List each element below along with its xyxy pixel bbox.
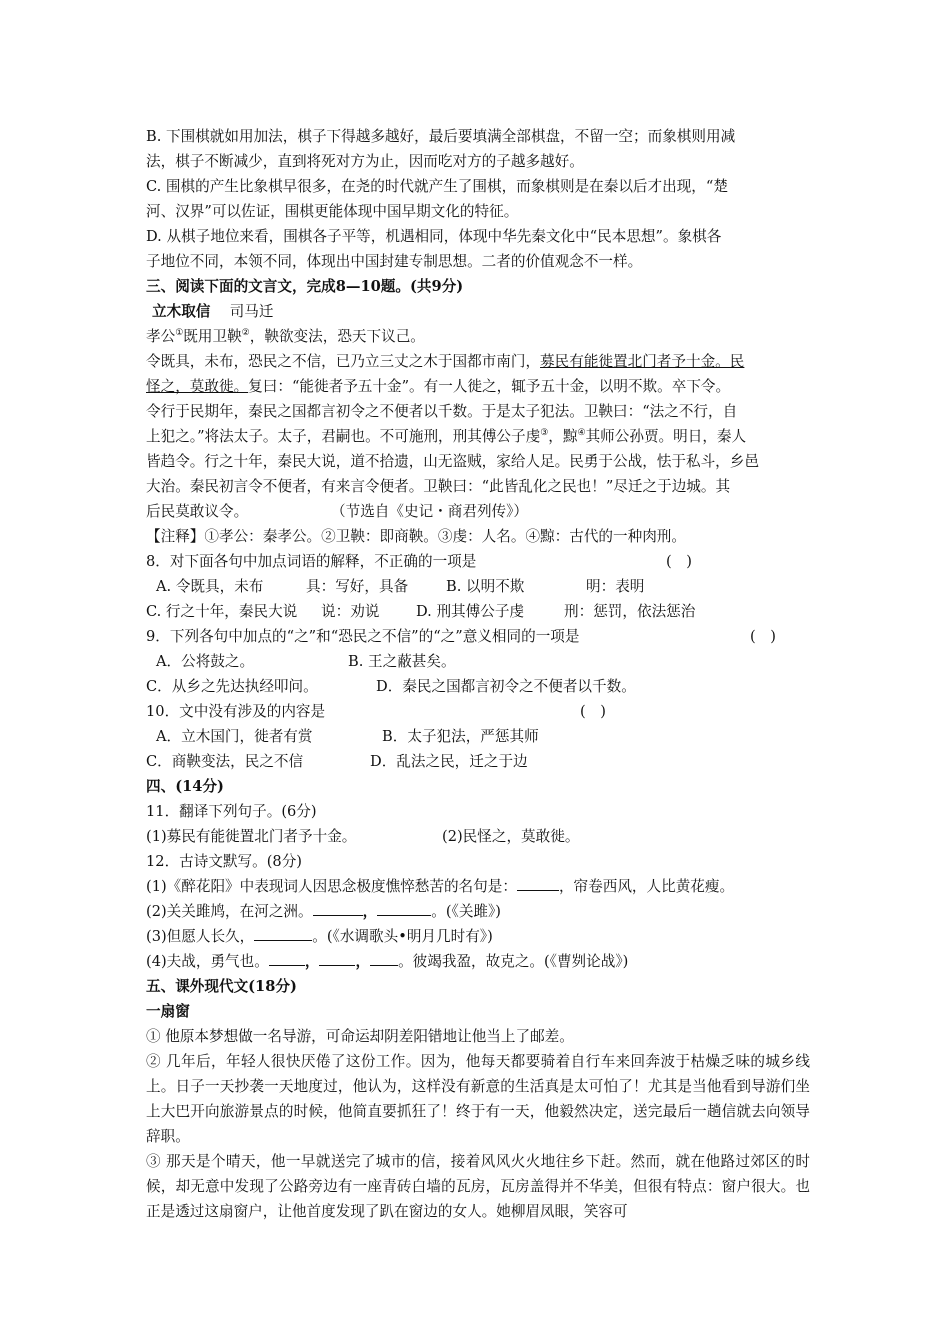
q8-options-ab — [146, 574, 810, 599]
answer-blank[interactable] — [377, 901, 431, 916]
passage-text: ，黥 — [548, 428, 578, 445]
q9-options-ab — [146, 649, 810, 674]
note-ref-3: ③ — [540, 428, 549, 439]
item-text: 。(《水调歌头•明月几时有》) — [312, 928, 493, 945]
separator: ， — [304, 953, 320, 970]
sentence-2: (2)民怪之，莫敢徙。 — [442, 828, 580, 845]
option-a-def: 具：写好，具备 — [306, 578, 409, 595]
q10-options-cd — [146, 749, 810, 774]
item-text: ，帘卷西风，人比黄花瘦。 — [558, 878, 735, 895]
item-text: (3)但愿人长久， — [146, 928, 255, 945]
essay-paragraph-1: ① 他原本梦想做一名导游，可命运却阴差阳错地让他当上了邮差。 — [146, 1028, 574, 1045]
passage-line-8 — [146, 499, 810, 524]
passage-text: 后民莫敢议令。 — [146, 503, 249, 520]
answer-paren: ( ) — [750, 628, 776, 645]
essay-paragraph-2: ② 几年后，年轻人很快厌倦了这份工作。因为，他每天都要骑着自行车来回奔波于枯燥乏味的城乡线上。日子一天抄袭一天地度过，他认为，这样没有新意的生活真是太可怕了！尤其是当他看到导游们坐上大巴开向旅游景点的时候，他简直要抓狂了！终于有一天，他毅然决定，送完最后一趟信就去向领导辞职。 — [146, 1053, 810, 1145]
passage-line-3 — [146, 374, 810, 399]
answer-blank[interactable] — [313, 901, 363, 916]
q7-option-d-line2: 子地位不同，本领不同，体现出中国封建专制思想。二者的价值观念不一样。 — [146, 253, 643, 270]
q7-option-b-line1: B. 下围棋就如用加法，棋子下得越多越好，最后要填满全部棋盘，不留一空；而象棋则用减 — [146, 128, 736, 145]
q12-item-1 — [146, 874, 810, 899]
answer-blank[interactable] — [319, 951, 355, 966]
passage-line-1 — [146, 324, 810, 349]
q7-option-c-line1: C. 围棋的产生比象棋早很多，在尧的时代就产生了围棋，而象棋则是在秦以后才出现，“楚 — [146, 178, 728, 195]
option-b-def: 明：表明 — [586, 578, 645, 595]
q12-item-3 — [146, 924, 810, 949]
answer-paren: ( ) — [666, 553, 692, 570]
q11-stem: 11．翻译下列句子。(6分) — [146, 803, 317, 820]
note-ref-2: ② — [241, 328, 250, 339]
option-d: D．秦民之国都言初令之不便者以千数。 — [376, 678, 636, 695]
essay-title: 一扇窗 — [146, 1003, 190, 1020]
answer-paren: ( ) — [580, 703, 606, 720]
passage-text: 复曰：“能徙者予五十金”。有一人徙之，辄予五十金，以明不欺。卒下令。 — [248, 378, 731, 395]
document-page — [146, 124, 810, 1224]
q12-item-2 — [146, 899, 810, 924]
passage-line-5 — [146, 424, 810, 449]
passage-line-7: 大治。秦民初言令不便者，有来言令便者。卫鞅曰：“此皆乱化之民也！”尽迁之于边城。其 — [146, 478, 731, 495]
q12-stem: 12．古诗文默写。(8分) — [146, 853, 302, 870]
q9-options-cd — [146, 674, 810, 699]
q11-sentences — [146, 824, 810, 849]
option-c-def: 说：劝说 — [321, 603, 380, 620]
answer-blank[interactable] — [370, 951, 398, 966]
passage-text: 孝公 — [146, 328, 176, 345]
passage-line-6: 皆趋令。行之十年，秦民大说，道不拾遗，山无盗贼，家给人足。民勇于公战，怯于私斗，乡邑 — [146, 453, 759, 470]
answer-blank[interactable] — [254, 926, 312, 941]
question-text: 8．对下面各句中加点词语的解释，不正确的一项是 — [146, 553, 477, 570]
q7-option-c-line2: 河、汉界”可以佐证，围棋更能体现中国早期文化的特征。 — [146, 203, 519, 220]
sentence-1: (1)募民有能徙置北门者予十金。 — [146, 828, 357, 845]
passage-title: 立木取信 — [152, 303, 211, 320]
q9-stem — [146, 624, 810, 649]
option-c: C. 行之十年，秦民大说 — [146, 603, 298, 620]
option-b: B. 以明不欺 — [446, 578, 525, 595]
item-text: (1)《醉花阳》中表现词人因思念极度憔悴愁苦的名句是： — [146, 878, 517, 895]
option-a: A．立木国门，徙者有赏 — [156, 728, 313, 745]
q7-option-b-line2: 法，棋子不断减少，直到将死对方为止，因而吃对方的子越多越好。 — [146, 153, 584, 170]
option-a: A. 令既具，未布 — [156, 578, 264, 595]
option-b: B. 王之蔽甚矣。 — [348, 653, 456, 670]
q7-option-d-line1: D. 从棋子地位来看，围棋各子平等，机遇相同，体现中华先秦文化中“民本思想”。象棋各 — [146, 228, 722, 245]
essay-paragraph-3: ③ 那天是个晴天，他一早就送完了城市的信，接着风风火火地往乡下赶。然而，就在他路过郊区的时候，却无意中发现了公路旁边有一座青砖白墙的瓦房，瓦房盖得并不华美，但很有特点：窗户很大。也正是透过这扇窗户，让他首度发现了趴在窗边的女人。她柳眉凤眼，笑容可 — [146, 1153, 810, 1220]
item-text: 。彼竭我盈，故克之。(《曹刿论战》) — [398, 953, 629, 970]
answer-blank[interactable] — [269, 951, 305, 966]
passage-notes: 【注释】①孝公：秦孝公。②卫鞅：即商鞅。③虔：人名。④黥：古代的一种肉刑。 — [146, 528, 686, 545]
note-ref-4: ④ — [577, 428, 586, 439]
section-5-heading: 五、课外现代文(18分) — [146, 978, 297, 995]
section-4-heading: 四、(14分) — [146, 778, 224, 795]
item-text: (4)夫战，勇气也。 — [146, 953, 269, 970]
passage-line-2 — [146, 349, 810, 374]
separator: ， — [355, 953, 371, 970]
q12-item-4 — [146, 949, 810, 974]
option-c: C．从乡之先达执经叩问。 — [146, 678, 318, 695]
passage-text: 既用卫鞅 — [183, 328, 242, 345]
q10-stem — [146, 699, 810, 724]
option-d: D. 刑其傅公子虔 — [416, 603, 525, 620]
passage-text: 令既具，未布，恐民之不信，已乃立三丈之木于国都市南门， — [146, 353, 541, 370]
item-text: 。(《关雎》) — [431, 903, 501, 920]
question-text: 10．文中没有涉及的内容是 — [146, 703, 326, 720]
underlined-sentence: 募民有能徙置北门者予十金。民 — [540, 353, 745, 370]
passage-line-4: 令行于民期年，秦民之国都言初令之不便者以千数。于是太子犯法。卫鞅曰：“法之不行，自 — [146, 403, 738, 420]
passage-title-line — [146, 299, 810, 324]
item-text: (2)关关雎鸠，在河之洲。 — [146, 903, 313, 920]
question-text: 9．下列各句中加点的“之”和“恐民之不信”的“之”意义相同的一项是 — [146, 628, 580, 645]
q10-options-ab — [146, 724, 810, 749]
option-d: D．乱法之民，迁之于边 — [370, 753, 528, 770]
q8-stem — [146, 549, 810, 574]
option-c: C．商鞅变法，民之不信 — [146, 753, 304, 770]
option-b: B．太子犯法，严惩其师 — [382, 728, 539, 745]
q8-options-cd — [146, 599, 810, 624]
passage-text: 其师公孙贾。明日，秦人 — [585, 428, 747, 445]
section-3-heading: 三、阅读下面的文言文，完成8—10题。(共9分) — [146, 278, 464, 295]
passage-source: （节选自《史记・商君列传》） — [331, 503, 529, 520]
option-d-def: 刑：惩罚，依法惩治 — [564, 603, 696, 620]
note-ref-1: ① — [175, 328, 184, 339]
option-a: A．公将鼓之。 — [156, 653, 255, 670]
passage-text: 上犯之。”将法太子。太子，君嗣也。不可施刑，刑其傅公子虔 — [146, 428, 541, 445]
passage-author: 司马迁 — [229, 303, 274, 320]
answer-blank[interactable] — [517, 876, 559, 891]
passage-text: ，鞅欲变法，恐天下议己。 — [249, 328, 425, 345]
underlined-sentence: 怪之，莫敢徙。 — [146, 378, 249, 395]
separator: ， — [362, 903, 378, 920]
